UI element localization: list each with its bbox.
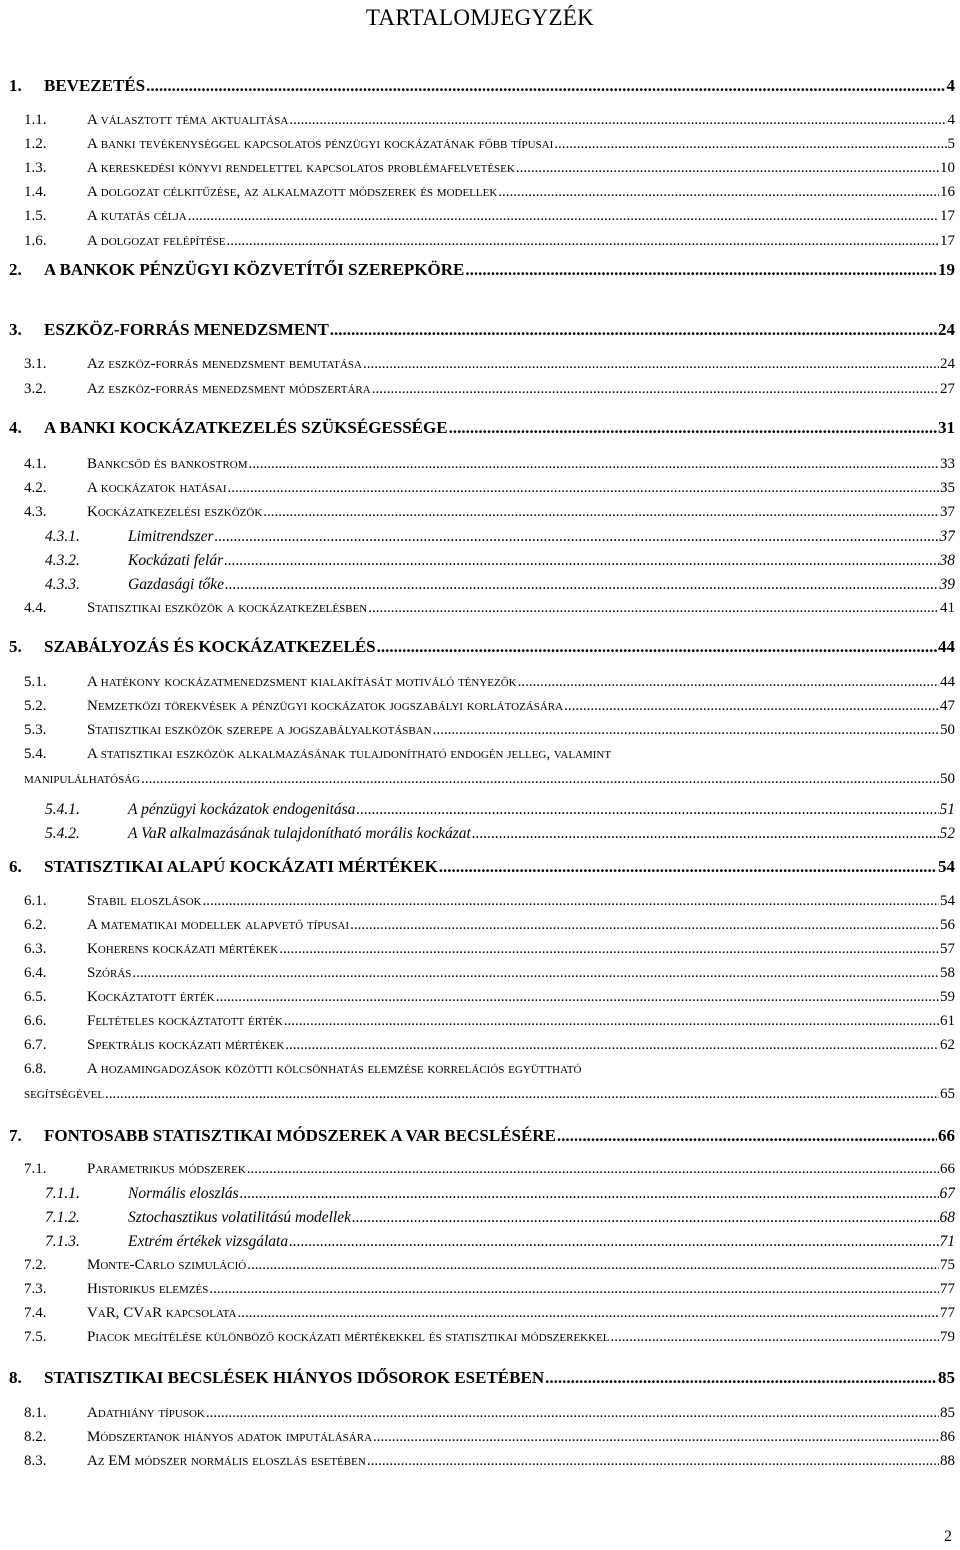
toc-entry-title: A hozamingadozások közötti kölcsönhatás elemzése korrelációs együttható — [87, 1061, 582, 1077]
toc-entry-title: Az eszköz-forrás menedzsment bemutatása — [87, 356, 362, 372]
toc-leader-dots — [216, 989, 939, 1006]
toc-leader-dots — [202, 893, 939, 910]
toc-entry-page: 10 — [940, 160, 955, 176]
toc-entry-page: 41 — [940, 600, 955, 616]
toc-entry-number: 4.3.3. — [45, 576, 80, 593]
toc-entry-title: ESZKÖZ-FORRÁS MENEDZSMENT — [44, 320, 329, 339]
toc-leader-dots — [449, 418, 937, 438]
toc-leader-dots — [285, 1037, 939, 1054]
toc-entry-number: 3. — [9, 320, 22, 339]
toc-entry-title: Spektrális kockázati mértékek — [87, 1037, 285, 1053]
toc-leader-dots — [373, 1429, 939, 1446]
toc-entry-title-continued: manipulálhatóság — [24, 771, 141, 787]
toc-entry-page: 16 — [940, 184, 955, 200]
toc-entry-page: 50 — [940, 771, 955, 787]
toc-entry-title: A kereskedési könyvi rendelettel kapcsolatos problémafelvetések — [87, 160, 515, 176]
toc-entry-title: A választott téma aktualitása — [87, 112, 289, 128]
toc-leader-dots — [498, 184, 939, 201]
toc-leader-dots — [289, 112, 946, 129]
toc-leader-dots — [545, 1368, 937, 1388]
toc-entry-number: 6.2. — [24, 917, 47, 933]
toc-entry-page: 68 — [939, 1209, 955, 1226]
toc-leader-dots — [215, 528, 939, 546]
toc-entry-page: 85 — [940, 1405, 955, 1421]
toc-entry-title: A banki tevékenységgel kapcsolatos pénzügyi kockázatának főbb típusai — [87, 136, 554, 152]
toc-leader-dots — [146, 76, 945, 96]
toc-entry-number: 6.5. — [24, 989, 47, 1005]
toc-entry-title: A dolgozat felépítése — [87, 233, 226, 249]
toc-leader-dots — [225, 576, 938, 594]
toc-leader-dots — [554, 136, 946, 153]
toc-entry-page: 54 — [938, 857, 955, 876]
toc-entry-number: 4.1. — [24, 456, 47, 472]
toc-entry-number: 5.3. — [24, 722, 47, 738]
toc-leader-dots — [363, 356, 939, 373]
toc-leader-dots — [247, 1161, 939, 1178]
toc-entry-title: A hatékony kockázatmenedzsment kialakítását motiváló tényezők — [87, 674, 517, 690]
toc-entry-title: Statisztikai eszközök szerepe a jogszabályalkotásban — [87, 722, 432, 738]
page-number: 2 — [944, 1528, 952, 1545]
toc-leader-dots — [240, 1185, 939, 1203]
toc-leader-dots — [188, 208, 939, 225]
toc-leader-dots — [249, 456, 939, 473]
toc-entry-title: A statisztikai eszközök alkalmazásának tulajdonítható endogén jelleg, valamint — [87, 746, 612, 762]
toc-entry-title: Szórás — [87, 965, 132, 981]
toc-entry-number: 6.1. — [24, 893, 47, 909]
toc-entry-title: A matematikai modellek alapvető típusai — [87, 917, 350, 933]
toc-entry-page: 37 — [939, 528, 955, 545]
toc-title: TARTALOMJEGYZÉK — [365, 5, 595, 30]
toc-entry-number: 7.3. — [24, 1281, 47, 1297]
toc-entry-title: Piacok megítélése különböző kockázati mértékekkel és statisztikai módszerekkel — [87, 1329, 610, 1345]
toc-entry-number: 7.5. — [24, 1329, 47, 1345]
toc-entry-number: 8.1. — [24, 1405, 47, 1421]
toc-leader-dots — [372, 381, 939, 398]
toc-entry-page: 65 — [940, 1086, 955, 1102]
toc-entry-title: Koherens kockázati mértékek — [87, 941, 279, 957]
toc-entry-page: 37 — [940, 504, 955, 520]
toc-entry-title: A VaR alkalmazásának tulajdonítható morális kockázat — [128, 825, 471, 842]
toc-entry-number: 1.2. — [24, 136, 47, 152]
toc-entry-number: 7.2. — [24, 1257, 47, 1273]
toc-entry-title: VaR, CVaR kapcsolata — [87, 1305, 237, 1321]
toc-entry-page: 4 — [946, 76, 955, 95]
toc-leader-dots — [611, 1329, 939, 1346]
toc-entry-page: 24 — [940, 356, 955, 372]
toc-entry-title: Gazdasági tőke — [128, 576, 225, 593]
toc-entry-page: 56 — [940, 917, 955, 933]
toc-entry-page: 35 — [940, 480, 955, 496]
toc-entry-number: 5.4. — [24, 746, 47, 762]
toc-entry-title: A kutatás célja — [87, 208, 187, 224]
toc-entry-number: 4.2. — [24, 480, 47, 496]
toc-entry-page: 19 — [938, 260, 955, 279]
toc-entry-page: 58 — [940, 965, 955, 981]
toc-entry-page: 4 — [947, 112, 955, 128]
toc-entry-page: 59 — [940, 989, 955, 1005]
toc-entry-number: 7.1. — [24, 1161, 47, 1177]
toc-leader-dots — [350, 917, 939, 934]
toc-entry-number: 6.3. — [24, 941, 47, 957]
toc-entry-title-continued: segítségével — [24, 1086, 105, 1102]
toc-entry-number: 7.4. — [24, 1305, 47, 1321]
toc-entry-page: 57 — [940, 941, 955, 957]
toc-entry-number: 3.1. — [24, 356, 47, 372]
toc-entry-number: 1. — [9, 76, 22, 95]
toc-entry-title: Sztochasztikus volatilitású modellek — [128, 1209, 352, 1226]
toc-entry-number: 5.4.1. — [45, 801, 80, 818]
toc-entry-number: 5.4.2. — [45, 825, 80, 842]
toc-entry-number: 6.6. — [24, 1013, 47, 1029]
toc-leader-dots — [377, 637, 937, 657]
toc-entry-number: 5. — [9, 637, 22, 656]
toc-entry-number: 4.3.1. — [45, 528, 80, 545]
toc-entry-number: 1.6. — [24, 233, 47, 249]
toc-entry-page: 27 — [940, 381, 955, 397]
toc-entry-page: 77 — [940, 1305, 955, 1321]
toc-leader-dots — [247, 1257, 939, 1274]
toc-entry-page: 86 — [940, 1429, 955, 1445]
toc-entry-page: 44 — [940, 674, 955, 690]
toc-entry-page: 5 — [947, 136, 955, 152]
toc-leader-dots — [465, 260, 937, 280]
toc-leader-dots — [237, 1305, 939, 1322]
toc-entry-number: 4.4. — [24, 600, 47, 616]
toc-entry-title: A pénzügyi kockázatok endogenitása — [128, 801, 356, 818]
toc-leader-dots — [228, 480, 939, 497]
toc-entry-page: 44 — [938, 637, 955, 656]
toc-leader-dots — [224, 552, 938, 570]
toc-entry-number: 4.3. — [24, 504, 47, 520]
toc-entry-title: Bankcsőd és bankostrom — [87, 456, 248, 472]
toc-entry-page: 52 — [939, 825, 955, 842]
toc-entry-title: Adathiány típusok — [87, 1405, 205, 1421]
toc-entry-title: A BANKI KOCKÁZATKEZELÉS SZÜKSÉGESSÉGE — [44, 418, 448, 437]
toc-entry-number: 6.4. — [24, 965, 47, 981]
toc-leader-dots — [352, 1209, 938, 1227]
toc-entry-number: 1.4. — [24, 184, 47, 200]
toc-entry-title: Normális eloszlás — [128, 1185, 239, 1202]
toc-entry-number: 7.1.2. — [45, 1209, 80, 1226]
toc-leader-dots — [105, 1086, 939, 1103]
toc-entry-page: 39 — [939, 576, 955, 593]
toc-entry-page: 66 — [938, 1126, 955, 1145]
toc-entry-page: 71 — [939, 1233, 955, 1250]
toc-entry-number: 4. — [9, 418, 22, 437]
toc-entry-page: 75 — [940, 1257, 955, 1273]
toc-entry-page: 85 — [938, 1368, 955, 1387]
toc-entry-title: A BANKOK PÉNZÜGYI KÖZVETÍTŐI SZEREPKÖRE — [44, 260, 465, 279]
toc-leader-dots — [206, 1405, 939, 1422]
toc-leader-dots — [564, 698, 939, 715]
toc-entry-number: 6. — [9, 857, 22, 876]
toc-leader-dots — [141, 771, 939, 788]
toc-entry-title: A kockázatok hatásai — [87, 480, 227, 496]
toc-leader-dots — [289, 1233, 938, 1251]
toc-entry-number: 2. — [9, 260, 22, 279]
toc-entry-title: FONTOSABB STATISZTIKAI MÓDSZEREK A VAR BECSLÉSÉRE — [44, 1126, 556, 1145]
toc-entry-number: 5.2. — [24, 698, 47, 714]
toc-entry-title: Az eszköz-forrás menedzsment módszertára — [87, 381, 371, 397]
toc-entry-number: 7.1.3. — [45, 1233, 80, 1250]
toc-entry-page: 47 — [940, 698, 955, 714]
toc-entry-title: Nemzetközi törekvések a pénzügyi kockázatok jogszabályi korlátozására — [87, 698, 564, 714]
toc-entry-title: SZABÁLYOZÁS ÉS KOCKÁZATKEZELÉS — [44, 637, 376, 656]
toc-leader-dots — [516, 160, 939, 177]
toc-entry-page: 50 — [940, 722, 955, 738]
toc-entry-page: 38 — [939, 552, 955, 569]
toc-entry-title: BEVEZETÉS — [44, 76, 146, 95]
toc-entry-number: 8. — [9, 1368, 22, 1387]
toc-entry-page: 61 — [940, 1013, 955, 1029]
toc-entry-page: 67 — [939, 1185, 955, 1202]
toc-leader-dots — [209, 1281, 939, 1298]
toc-entry-page: 54 — [940, 893, 955, 909]
toc-entry-number: 1.1. — [24, 112, 47, 128]
toc-entry-title: Stabil eloszlások — [87, 893, 202, 909]
toc-entry-number: 1.3. — [24, 160, 47, 176]
toc-entry-page: 66 — [940, 1161, 955, 1177]
toc-leader-dots — [557, 1126, 937, 1146]
toc-entry-page: 24 — [938, 320, 955, 339]
toc-leader-dots — [263, 504, 939, 521]
toc-entry-number: 8.2. — [24, 1429, 47, 1445]
toc-entry-number: 4.3.2. — [45, 552, 80, 569]
toc-leader-dots — [472, 825, 939, 843]
toc-leader-dots — [227, 233, 940, 250]
toc-entry-title: Monte-Carlo szimuláció — [87, 1257, 247, 1273]
toc-entry-number: 6.7. — [24, 1037, 47, 1053]
toc-entry-page: 33 — [940, 456, 955, 472]
toc-entry-title: Limitrendszer — [128, 528, 214, 545]
toc-entry-number: 3.2. — [24, 381, 47, 397]
toc-leader-dots — [367, 1453, 939, 1470]
toc-entry-title: Kockázati felár — [128, 552, 224, 569]
toc-entry-number: 8.3. — [24, 1453, 47, 1469]
toc-entry-title: Kockáztatott érték — [87, 989, 215, 1005]
toc-leader-dots — [518, 674, 939, 691]
toc-entry-title: Statisztikai eszközök a kockázatkezelésben — [87, 600, 368, 616]
toc-entry-title: Feltételes kockáztatott érték — [87, 1013, 283, 1029]
toc-entry-title: Kockázatkezelési eszközök — [87, 504, 263, 520]
toc-entry-title: Az EM módszer normális eloszlás esetében — [87, 1453, 366, 1469]
toc-entry-number: 1.5. — [24, 208, 47, 224]
toc-entry-title: Parametrikus módszerek — [87, 1161, 246, 1177]
toc-entry-page: 51 — [939, 801, 955, 818]
toc-entry-title: Módszertanok hiányos adatok imputálására — [87, 1429, 373, 1445]
toc-entry-number: 7.1.1. — [45, 1185, 80, 1202]
toc-entry-page: 62 — [940, 1037, 955, 1053]
toc-leader-dots — [279, 941, 939, 958]
toc-leader-dots — [439, 857, 937, 877]
toc-entry-page: 17 — [940, 233, 955, 249]
toc-entry-number: 7. — [9, 1126, 22, 1145]
toc-entry-title: STATISZTIKAI ALAPÚ KOCKÁZATI MÉRTÉKEK — [44, 857, 438, 876]
toc-entry-page: 88 — [940, 1453, 955, 1469]
toc-leader-dots — [433, 722, 939, 739]
toc-entry-number: 5.1. — [24, 674, 47, 690]
toc-leader-dots — [132, 965, 939, 982]
toc-entry-number: 6.8. — [24, 1061, 47, 1077]
toc-leader-dots — [284, 1013, 939, 1030]
toc-entry-title: STATISZTIKAI BECSLÉSEK HIÁNYOS IDŐSOROK ESETÉBEN — [44, 1368, 545, 1387]
toc-leader-dots — [356, 801, 938, 819]
toc-entry-title: Historikus elemzés — [87, 1281, 209, 1297]
toc-entry-page: 31 — [938, 418, 955, 437]
toc-entry-page: 17 — [940, 208, 955, 224]
toc-leader-dots — [330, 320, 937, 340]
toc-entry-page: 77 — [940, 1281, 955, 1297]
toc-entry-title: A dolgozat célkitűzése, az alkalmazott módszerek és modellek — [87, 184, 498, 200]
toc-leader-dots — [368, 600, 939, 617]
toc-entry-page: 79 — [940, 1329, 955, 1345]
toc-entry-title: Extrém értékek vizsgálata — [128, 1233, 289, 1250]
